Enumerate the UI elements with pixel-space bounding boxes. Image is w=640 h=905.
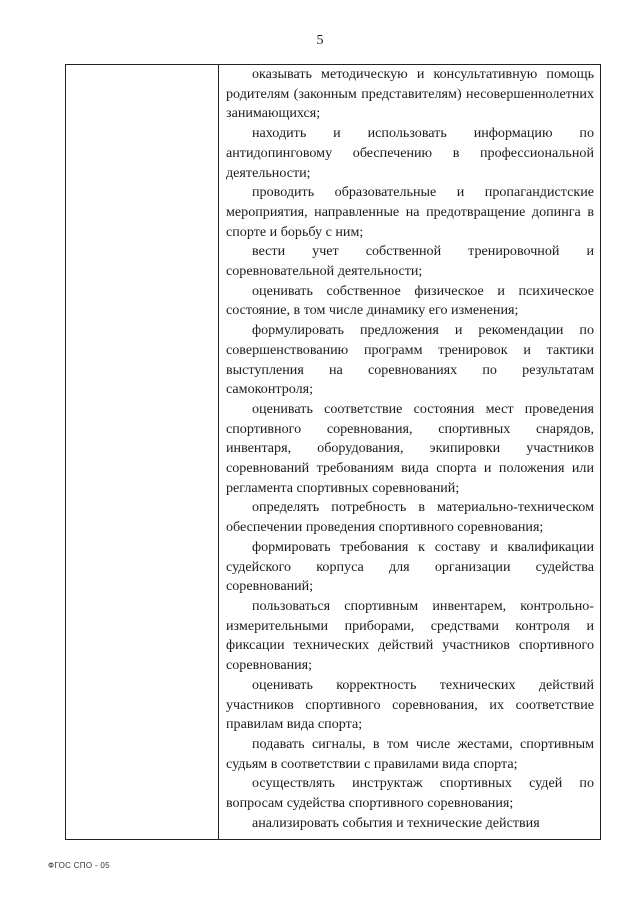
document-footer: ФГОС СПО - 05	[48, 861, 110, 870]
list-item: пользоваться спортивным инвентарем, контрольно-измерительными приборами, средствами контроля и фиксации технических действий участников спортивного соревнования;	[226, 597, 594, 674]
list-item: определять потребность в материально-техническом обеспечении проведения спортивного соревнования;	[226, 499, 594, 536]
page-number: 5	[316, 33, 324, 48]
list-item: анализировать события и технические действия	[252, 814, 540, 831]
table-right-column	[226, 65, 594, 839]
list-item: оценивать соответствие состояния мест проведения спортивного соревнования, спортивных снарядов, инвентаря, оборудования, экипировки участников соревнований требованиям вида спорта и положения или регламента спортивных соревнований;	[226, 400, 594, 496]
table-left-column	[66, 65, 219, 839]
list-item: формулировать предложения и рекомендации по совершенствованию программ тренировок и тактики выступления на соревнованиях по результатам самоконтроля;	[226, 322, 594, 398]
list-item: находить и использовать информацию по антидопинговому обеспечению в профессиональной деятельности;	[226, 125, 594, 181]
list-item: оценивать собственное физическое и психическое состояние, в том числе динамику его изменения;	[226, 282, 594, 319]
list-item: подавать сигналы, в том числе жестами, спортивным судьям в соответствии с правилами вида спорта;	[226, 735, 594, 772]
list-item: формировать требования к составу и квалификации судейского корпуса для организации судейства соревнований;	[226, 538, 594, 595]
list-item: оказывать методическую и консультативную помощь родителям (законным представителям) несовершеннолетних занимающихся;	[226, 66, 594, 122]
list-item: оценивать корректность технических действий участников спортивного соревнования, их соответствие правилам вида спорта;	[226, 676, 594, 733]
list-item: проводить образовательные и пропагандистские мероприятия, направленные на предотвращение допинга в спорте и борьбу с ним;	[226, 184, 594, 240]
content-table	[65, 64, 601, 840]
list-item: вести учет собственной тренировочной и соревновательной деятельности;	[226, 243, 594, 280]
list-item: осуществлять инструктаж спортивных судей по вопросам судейства спортивного соревнования;	[226, 775, 594, 812]
